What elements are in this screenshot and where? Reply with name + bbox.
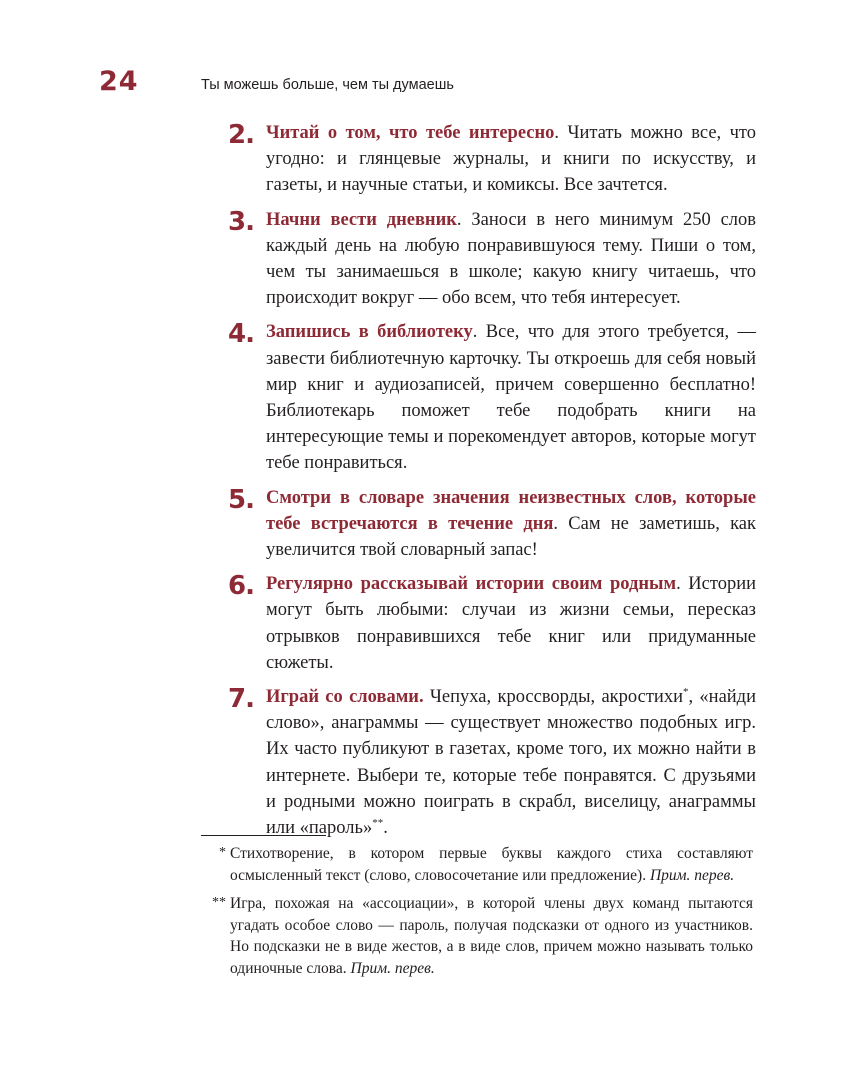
item-lead: Регулярно рассказывай истории своим родным	[266, 574, 677, 595]
item-number: 5.	[228, 484, 254, 515]
footnote-text: Стихотворение, в котором первые буквы каждого стиха составляют осмысленный текст (слово, словосочетание или предложение).	[230, 845, 753, 884]
item-lead: Запишись в библиотеку	[266, 322, 473, 343]
translator-note: Прим. перев.	[350, 959, 435, 977]
running-title: Ты можешь больше, чем ты думаешь	[201, 77, 454, 93]
item-number: 2.	[228, 120, 254, 150]
footnote-ref: *	[682, 686, 689, 699]
list-item	[228, 571, 757, 676]
item-lead: Читай о том, что тебе интересно	[266, 123, 555, 143]
item-text: . Истории могут быть любыми: случаи из жизни семьи, пересказ отрывков понравившихся тебе книг или придуманные сюжеты.	[266, 574, 757, 673]
footnote-mark: **	[212, 895, 226, 910]
item-lead: Смотри в словаре значения неизвестных слов, которые тебе встречаются в течение дня	[266, 487, 756, 534]
list-item	[228, 206, 757, 312]
item-number: 7.	[228, 684, 254, 715]
footnote-mark: *	[219, 845, 226, 860]
list-item	[228, 684, 756, 841]
footnote-ref: **	[372, 817, 384, 830]
tips-list	[228, 120, 757, 841]
item-lead: Начни вести дневник	[266, 209, 457, 230]
list-item	[228, 484, 756, 564]
item-lead: Играй со словами.	[266, 687, 424, 708]
list-item	[228, 319, 756, 476]
item-number: 4.	[228, 319, 254, 350]
translator-note: Прим. перев.	[649, 866, 735, 884]
item-text: , «найди слово», анаграммы — существует множество подобных игр. Их часто публикуют в газетах, кроме того, их можно найти в интернете. Выбери те, которые тебе понравятся. С друзьями и родными можно поиграть в скрабл, виселицу, анаграммы или «пароль»	[266, 687, 756, 839]
item-text: . Сам не заметишь, как увеличится твой словарный запас!	[266, 513, 756, 561]
item-text: .	[383, 818, 388, 839]
item-text: Чепуха, кроссворды, акростихи	[423, 687, 683, 708]
footnote-text: Игра, похожая на «ассоциации», в которой члены двух команд пытаются угадать особое слово — пароль, получая подсказки от одного из участников. Но подсказки не в виде жестов, а в виде слов, причем можно называть только одиночные слова.	[230, 895, 753, 977]
item-number: 6.	[228, 571, 254, 602]
list-item	[228, 120, 756, 199]
footnote	[212, 893, 753, 979]
page-number: 24	[99, 66, 139, 97]
item-number: 3.	[228, 206, 254, 237]
footnotes	[212, 843, 753, 979]
item-text: . Заноси в него минимум 250 слов каждый день на любую понравившуюся тему. Пиши о том, чем ты занимаешься в школе; какую книгу читаешь, что происходит вокруг — обо всем, что тебя интересует.	[266, 209, 757, 309]
footnote	[219, 843, 753, 886]
footnote-divider	[201, 835, 326, 836]
item-text: . Читать можно все, что угодно: и глянцевые журналы, и книги по искусству, и газеты, и научные статьи, и комиксы. Все зачтется.	[266, 123, 756, 196]
item-text: . Все, что для этого требуется, — завести библиотечную карточку. Ты откроешь для себя новый мир книг и аудиозаписей, причем совершенно бесплатно! Библиотекарь поможет тебе подобрать книги на интересующие темы и порекомендует авторов, которые могут тебе понравиться.	[266, 322, 756, 474]
